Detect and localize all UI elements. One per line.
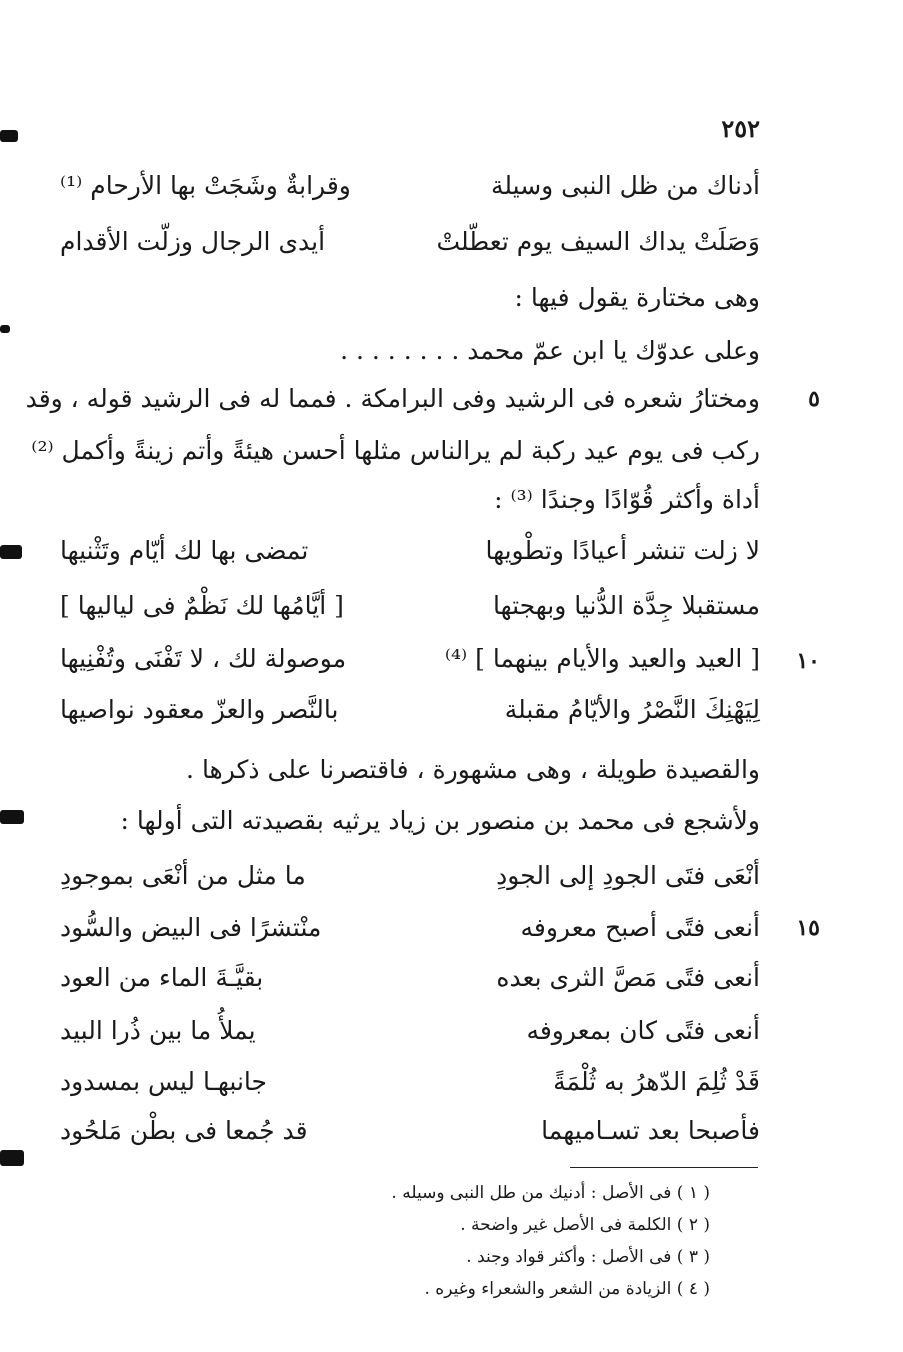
verse-first-hemistich: قَدْ ثُلِمَ الدّهرُ به ثُلْمَةً	[553, 1067, 760, 1096]
scan-edge-mark	[0, 130, 18, 142]
footnote: ( ٣ ) فى الأصل : وأكثر قواد وجند .	[466, 1247, 710, 1267]
verse-second-hemistich: جانبهـا ليس بمسدود	[60, 1067, 268, 1096]
verse-first-hemistich: فأصبحا بعد تسـاميهما	[541, 1116, 760, 1145]
prose-line: ومختارُ شعره فى الرشيد وفى البرامكة . فمما له فى الرشيد قوله ، وقد	[25, 384, 760, 413]
verse-second-hemistich: بقيَّـةَ الماء من العود	[60, 963, 264, 992]
verse-line	[60, 1064, 760, 1104]
footnote: ( ٤ ) الزيادة من الشعر والشعراء وغيره .	[424, 1279, 710, 1299]
footnote-divider	[570, 1167, 758, 1168]
verse-second-hemistich: أيدى الرجال وزلّت الأقدام	[60, 227, 326, 256]
verse-first-hemistich: وَصَلَتْ يداك السيف يوم تعطّلتْ	[436, 227, 760, 256]
verse-line	[60, 1113, 760, 1153]
verse-first-hemistich: [ العيد والعيد والأيام بينهما ] ⁽⁴⁾	[444, 644, 760, 673]
scan-edge-mark	[0, 1150, 24, 1166]
scan-edge-mark	[0, 810, 24, 824]
verse-first-hemistich: أنْعَى فتَى الجودِ إلى الجودِ	[496, 861, 760, 890]
verse-first-hemistich: أدناك من ظل النبى وسيلة	[490, 171, 760, 200]
verse-line	[60, 588, 760, 628]
verse-line	[60, 960, 760, 1000]
footnote: ( ١ ) فى الأصل : أدنيك من طل النبى وسيله .	[391, 1183, 710, 1203]
verse-first-hemistich: أنعى فتًى مَصَّ الثرى بعده	[496, 963, 760, 992]
scan-edge-mark	[0, 545, 22, 559]
verse-line	[60, 692, 760, 732]
verse-line	[60, 168, 760, 208]
page-number: ٢٥٢	[721, 114, 760, 143]
footnote: ( ٢ ) الكلمة فى الأصل غير واضحة .	[460, 1215, 710, 1235]
verse-first-hemistich: لِيَهْنِكَ النَّصْرُ والأيّامُ مقبلة	[504, 695, 760, 724]
verse-line	[60, 533, 760, 573]
line-number: ١٥	[796, 915, 820, 941]
verse-second-hemistich: تمضى بها لك أيّام وتَثْنيها	[60, 536, 309, 565]
verse-line	[60, 641, 760, 681]
verse-second-hemistich: بالنَّصر والعزّ معقود نواصيها	[60, 695, 339, 724]
verse-second-hemistich: موصولة لك ، لا تَفْنَى وتُفْنِيها	[60, 644, 347, 673]
verse-first-hemistich: لا زلت تنشر أعيادًا وتطْويها	[485, 536, 760, 565]
verse-line	[60, 910, 760, 950]
prose-line: والقصيدة طويلة ، وهى مشهورة ، فاقتصرنا على ذكرها .	[186, 755, 760, 784]
verse-line	[60, 1013, 760, 1053]
prose-line: ولأشجع فى محمد بن منصور بن زياد يرثيه بقصيدته التى أولها :	[120, 806, 760, 835]
verse-second-hemistich: [ أيَّامُها لك نَظْمٌ فى لياليها ]	[60, 591, 344, 620]
line-number: ١٠	[796, 648, 820, 674]
verse-second-hemistich: منْتشرًا فى البيض والسُّود	[60, 913, 322, 942]
verse-first-hemistich: أنعى فتًى كان بمعروفه	[526, 1016, 760, 1045]
verse-second-hemistich: ما مثل من أنْعَى بموجودِ	[60, 861, 306, 890]
verse-line	[60, 224, 760, 264]
verse-second-hemistich: يملأُ ما بين ذُرا البيد	[60, 1016, 256, 1045]
verse-first-hemistich: أنعى فتًى أصبح معروفه	[520, 913, 760, 942]
prose-line: ركب فى يوم عيد ركبة لم يرالناس مثلها أحسن هيئةً وأتم زينةً وأكمل ⁽²⁾	[31, 436, 760, 465]
verse-line	[60, 858, 760, 898]
prose-line: أداة وأكثر قُوّادًا وجندًا ⁽³⁾ :	[494, 485, 760, 514]
line-number: ٥	[808, 386, 820, 412]
verse-second-hemistich: قد جُمعا فى بطْن مَلحُود	[60, 1116, 308, 1145]
prose-line: وعلى عدوّك يا ابن عمّ محمد . . . . . . . .	[340, 336, 760, 365]
verse-second-hemistich: وقرابةٌ وشَجَتْ بها الأرحام ⁽¹⁾	[60, 171, 351, 200]
prose-line: وهى مختارة يقول فيها :	[514, 283, 760, 312]
verse-first-hemistich: مستقبلا جِدَّة الدُّنيا وبهجتها	[492, 591, 760, 620]
scan-edge-mark	[0, 325, 10, 333]
